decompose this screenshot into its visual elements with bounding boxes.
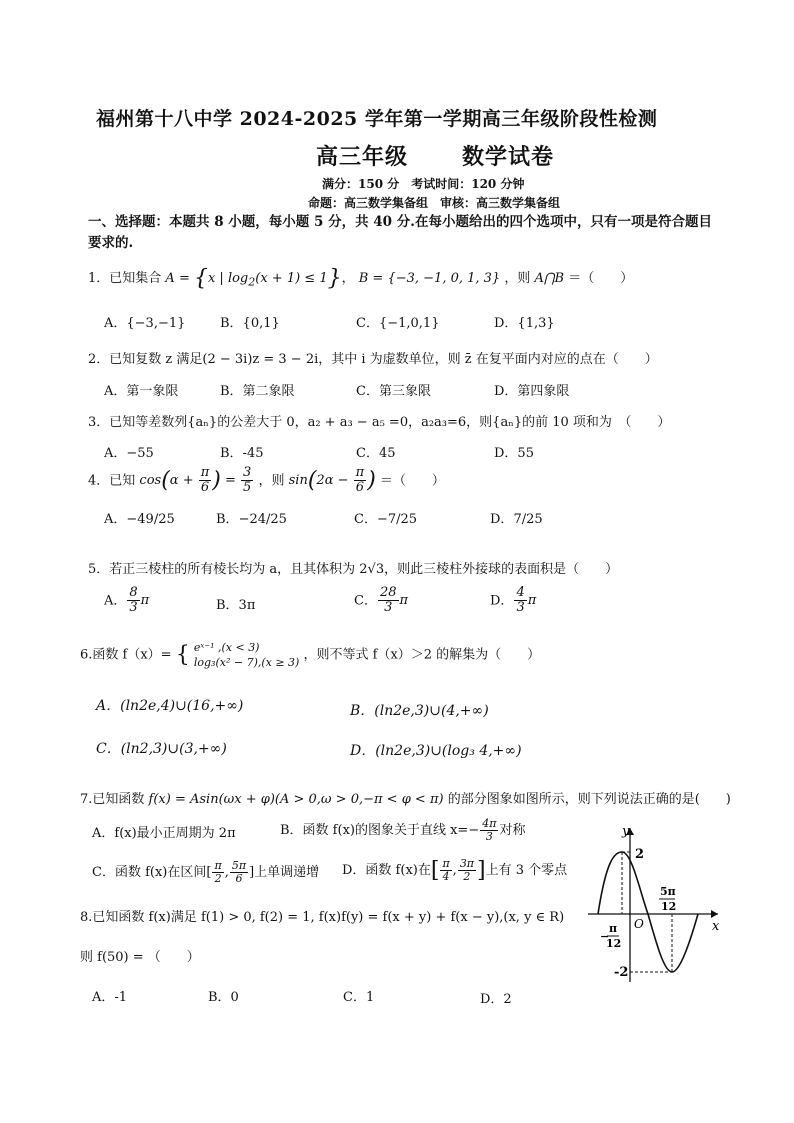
x-axis-arrow xyxy=(711,910,718,918)
q1-option-d[interactable]: D．{1,3} xyxy=(494,316,555,331)
question-2: 2．已知复数 z 满足(2 − 3i)z = 3 − 2i，其中 i 为虚数单位，则 z̄ 在复平面内对应的点在（ ） xyxy=(88,352,658,367)
q7-option-a[interactable]: A．f(x)最小正周期为 2π xyxy=(92,826,236,841)
q5-option-d-value: $\frac{4}{3}$ π xyxy=(516,585,537,616)
q7-option-b-text: B．函数 f(x)的图象关于直线 x=− xyxy=(280,823,480,839)
q5-option-a[interactable] xyxy=(104,586,149,616)
q7-option-c-tail: ]上单调递增 xyxy=(249,865,320,881)
q4-option-a[interactable] xyxy=(104,508,175,527)
q2-option-a[interactable]: A．第一象限 xyxy=(104,384,179,399)
sine-curve xyxy=(598,852,698,972)
q7-option-d-text: D．函数 f(x)在 xyxy=(342,863,431,879)
q7-option-d-tail: 上有 3 个零点 xyxy=(485,863,568,879)
q8-option-c[interactable]: C．1 xyxy=(343,990,375,1005)
q6-option-d[interactable]: D．(ln2e,3)∪(log₃ 4,+∞) xyxy=(350,743,522,759)
author-line: 命题：高三数学集备组 审核：高三数学集备组 xyxy=(308,196,561,210)
q4-prefix: 4．已知 xyxy=(88,473,136,489)
q5-option-d-letter: D． xyxy=(490,593,514,609)
y-max-label: 2 xyxy=(635,847,645,862)
q1-option-a[interactable]: A．{−3,−1} xyxy=(104,316,186,331)
q5-option-b[interactable]: B．3π xyxy=(216,598,256,613)
q4-tail: ＝（ ） xyxy=(379,473,445,489)
question-8: 8.已知函数 f(x)满足 f(1) > 0, f(2) = 1, f(x)f(y) = f(x + y) + f(x − y),(x, y ∈ R) xyxy=(80,910,565,925)
x-axis-label: x xyxy=(712,919,720,934)
q4-mid: ，则 xyxy=(258,473,285,489)
q3-option-b[interactable]: B．-45 xyxy=(220,446,264,461)
q6-option-a[interactable]: A．(ln2e,4)∪(16,+∞) xyxy=(96,698,244,714)
q2-option-d[interactable]: D．第四象限 xyxy=(494,384,570,399)
q1-tail: ＝（ ） xyxy=(568,271,634,286)
q1-option-b[interactable]: B．{0,1} xyxy=(220,316,280,331)
x-left-den: 12 xyxy=(606,937,622,950)
q3-option-a[interactable]: A．−55 xyxy=(104,446,154,461)
q1-prefix: 1．已知集合 xyxy=(88,271,162,286)
q4-option-a-letter: A． xyxy=(104,512,127,527)
q6-suffix: ，则不等式 f（x）＞2 的解集为（ ） xyxy=(303,647,541,663)
q3-option-d[interactable]: D．55 xyxy=(494,446,534,461)
q4-option-d-letter: D． xyxy=(490,512,514,527)
x-right-den: 12 xyxy=(661,900,677,913)
q2-option-c[interactable]: C．第三象限 xyxy=(356,384,431,399)
q7-option-c-left: $\frac{\pi}{2}$ xyxy=(214,859,222,886)
q7-prefix: 7.已知函数 xyxy=(80,792,145,807)
q8-option-b[interactable]: B．0 xyxy=(208,990,239,1005)
q4-option-d[interactable] xyxy=(490,508,543,527)
q4-option-b-value: −24/25 xyxy=(238,512,287,527)
q7-option-d-left: $\frac{\pi}{4}$ xyxy=(442,857,450,884)
q1-option-c[interactable]: C．{−1,0,1} xyxy=(356,316,440,331)
sine-graph xyxy=(578,822,723,987)
q7-option-b-tail: 对称 xyxy=(499,823,526,839)
grade-label: 高三年级 xyxy=(316,144,409,170)
section-instructions: 一、选择题：本题共 8 小题，每小题 5 分，共 40 分.在每小题给出的四个选项中，只有一项是符合题目要求的. xyxy=(88,214,712,251)
q1-intersection: A⋂B xyxy=(534,271,565,286)
q4-option-c-value: −7/25 xyxy=(376,512,418,527)
q4-option-a-value: −49/25 xyxy=(126,512,175,527)
q7-option-d[interactable]: D．函数 f(x)在[ $\frac{\pi}{4}$ , $\frac{3\pi}{2}$ ]上有 3 个零点 xyxy=(342,857,568,884)
q4-target: sin(2α − $\frac{\pi}{6}$ ) xyxy=(288,465,376,496)
q6-piece-2: log₃(x² − 7),(x ≥ 3) xyxy=(193,656,300,669)
q5-option-a-value: $\frac{8}{3}$ π xyxy=(129,585,150,616)
exam-title: 福州第十八中学 2024-2025 学年第一学期高三年级阶段性检测 xyxy=(96,108,658,130)
q1-set-b: B = {−3, −1, 0, 1, 3} xyxy=(358,271,501,286)
q8-option-a[interactable]: A．-1 xyxy=(92,990,128,1005)
question-1: 1．已知集合 A = {x | $\log_2(x + 1) \le 1$}， B = {−3, −1, 0, 1, 3} ，则 A⋂B ＝（ ） xyxy=(88,266,634,291)
q5-option-a-letter: A． xyxy=(104,593,127,609)
q7-option-b[interactable] xyxy=(280,818,525,843)
question-5: 5．若正三棱柱的所有棱长均为 a，且其体积为 2√3，则此三棱柱外接球的表面积是（ ） xyxy=(88,562,619,577)
q3-option-c[interactable]: C．45 xyxy=(356,446,396,461)
q6-piece-1: eˣ⁻¹ ,(x < 3) xyxy=(193,641,260,654)
q1-set-a: A = {x | $\log_2(x + 1) \le 1$} xyxy=(165,266,342,291)
q7-function: f(x) = Asin(ωx + φ)(A > 0,ω > 0,−π < φ < π) xyxy=(148,792,444,807)
q5-option-c[interactable] xyxy=(354,586,408,616)
question-6 xyxy=(80,640,540,670)
question-7 xyxy=(80,788,731,807)
q7-option-d-right: $\frac{3\pi}{2}$ xyxy=(459,857,475,884)
q7-option-c-right: $\frac{5\pi}{6}$ xyxy=(231,859,247,886)
q4-option-c[interactable] xyxy=(354,508,417,527)
subject-label: 数学试卷 xyxy=(462,144,555,170)
x-left-sign: − xyxy=(600,930,610,943)
q2-option-b[interactable]: B．第二象限 xyxy=(220,384,295,399)
y-min-label: -2 xyxy=(614,965,629,980)
q4-option-b-letter: B． xyxy=(216,512,239,527)
q6-prefix: 6.函数 f（x）= xyxy=(80,647,172,663)
q5-option-c-letter: C． xyxy=(354,593,377,609)
q6-option-c[interactable]: C．(ln2,3)∪(3,+∞) xyxy=(96,741,227,757)
q5-option-d[interactable] xyxy=(490,586,536,616)
q5-option-c-value: $\frac{28}{3}$ π xyxy=(379,585,409,616)
question-4 xyxy=(88,466,445,496)
origin-label: O xyxy=(634,917,644,931)
q7-option-c[interactable]: C．函数 f(x)在区间[ $\frac{\pi}{2}$ , $\frac{5\pi}{6}$ ]上单调递增 xyxy=(92,859,320,886)
q6-brace: { xyxy=(175,642,190,668)
q7-option-c-text: C．函数 f(x)在区间[ xyxy=(92,865,212,881)
y-axis-label: y xyxy=(622,824,630,839)
x-right-num: 5π xyxy=(660,885,676,898)
q7-option-b-fraction: $\frac{4\pi}{3}$ xyxy=(482,817,497,844)
q1-suffix: ，则 xyxy=(504,271,531,286)
q4-option-b[interactable] xyxy=(216,508,287,527)
x-left-num: π xyxy=(609,922,618,935)
q4-given: cos(α + $\frac{\pi}{6}$ ) = $\frac{3}{5}$ xyxy=(139,465,252,496)
q7-suffix: 的部分图象如图所示，则下列说法正确的是( ) xyxy=(447,792,731,807)
question-3: 3．已知等差数列{aₙ}的公差大于 0，a₂ + a₃ − a₅ =0，a₂a₃=6，则{aₙ}的前 10 项和为 （ ） xyxy=(88,415,671,430)
q6-piecewise xyxy=(194,640,300,670)
q4-option-c-letter: C． xyxy=(354,512,377,527)
q4-option-d-value: 7/25 xyxy=(513,512,543,527)
q8-option-d[interactable]: D．2 xyxy=(480,992,512,1007)
question-8-line-2: 则 f(50) = （ ） xyxy=(80,950,200,965)
score-line: 满分：150 分 考试时间：120 分钟 xyxy=(322,177,525,191)
q6-option-b[interactable]: B．(ln2e,3)∪(4,+∞) xyxy=(350,703,489,719)
